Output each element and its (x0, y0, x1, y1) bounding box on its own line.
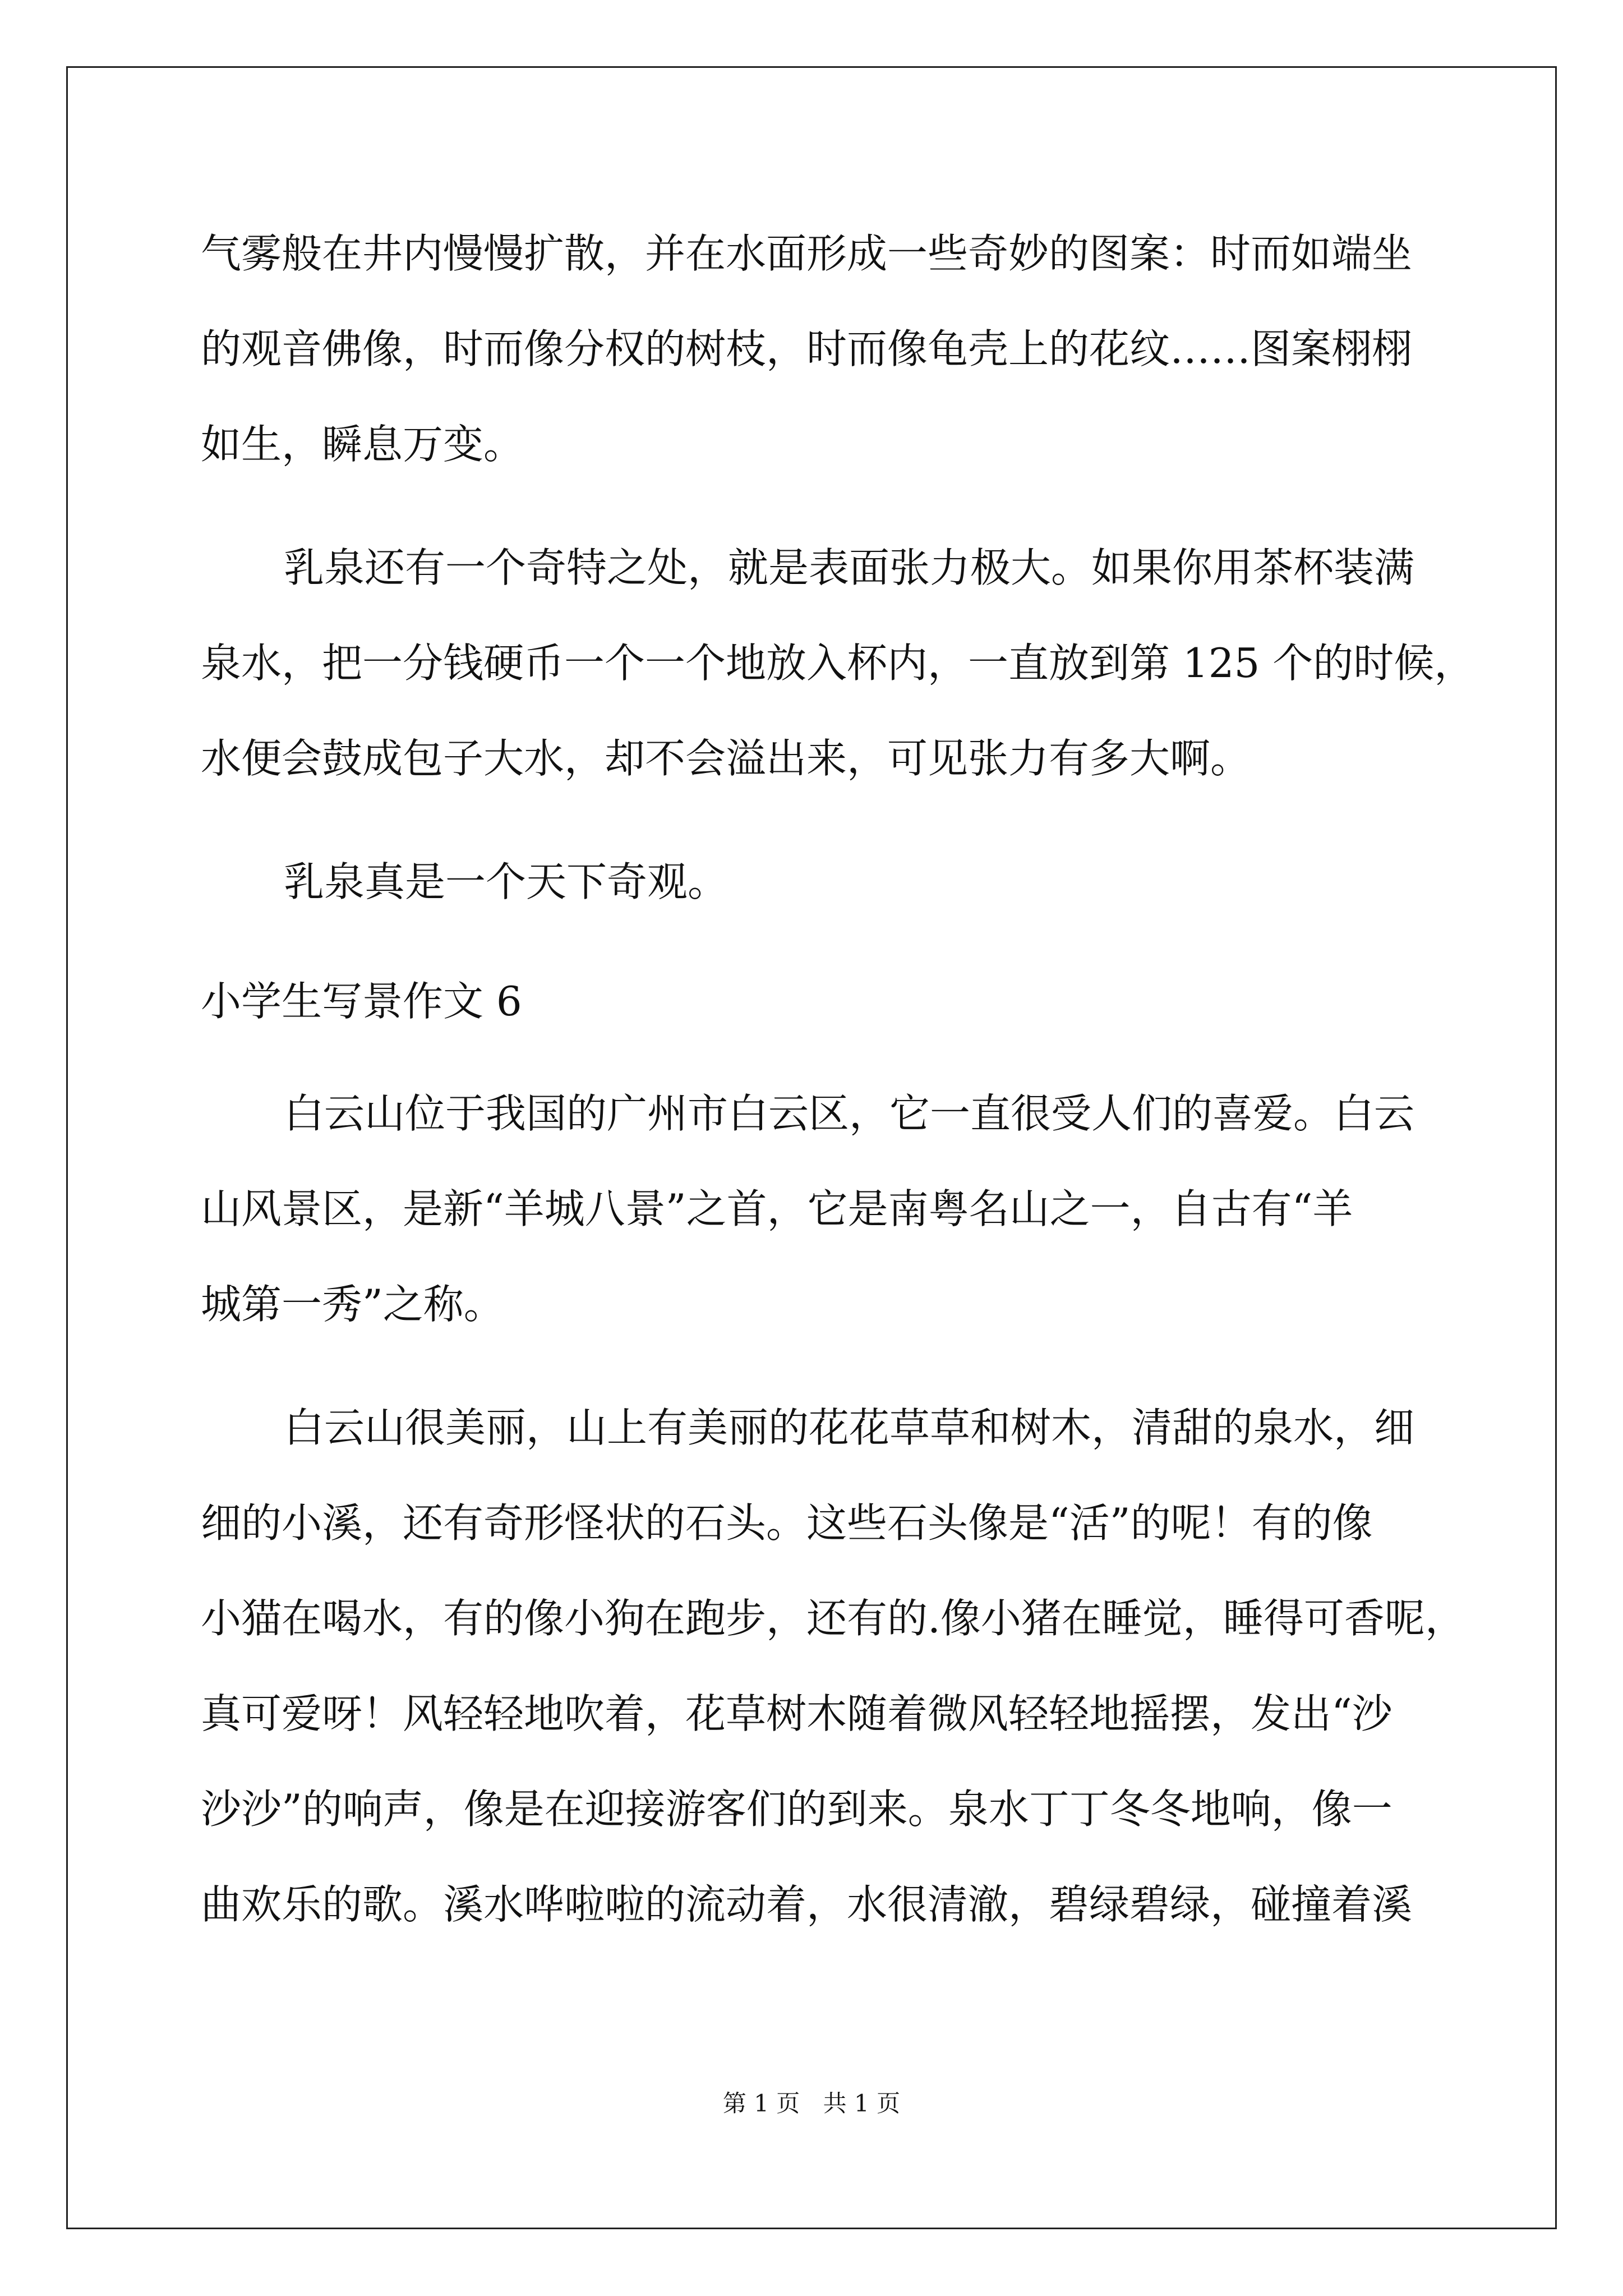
section-heading: 小学生写景作文 6 (201, 978, 522, 1025)
text-line: 沙沙”的响声，像是在迎接游客们的到来。泉水丁丁冬冬地响，像一 (201, 1786, 1393, 1833)
text-line: 乳泉还有一个奇特之处，就是表面张力极大。如果你用茶杯装满 (284, 544, 1415, 591)
text-line: 白云山很美丽，山上有美丽的花花草草和树木，清甜的泉水，细 (284, 1404, 1415, 1451)
text-line: 如生，瞬息万变。 (201, 421, 524, 468)
page-total: 共 1 页 (823, 2090, 901, 2117)
text-line: 城第一秀”之称。 (201, 1281, 504, 1328)
page-number: 第 1 页 (722, 2090, 800, 2117)
text-line: 曲欢乐的歌。溪水哗啦啦的流动着，水很清澈，碧绿碧绿，碰撞着溪 (201, 1881, 1413, 1928)
text-line: 真可爱呀！风轻轻地吹着，花草树木随着微风轻轻地摇摆，发出“沙 (201, 1690, 1393, 1737)
page-footer (0, 2087, 1623, 2120)
text-line: 白云山位于我国的广州市白云区，它一直很受人们的喜爱。白云 (284, 1090, 1415, 1137)
text-line: 山风景区，是新“羊城八景”之首，它是南粤名山之一，自古有“羊 (201, 1185, 1353, 1232)
text-line: 的观音佛像，时而像分权的树枝，时而像龟壳上的花纹……图案栩栩 (201, 325, 1413, 372)
text-line: 水便会鼓成包子大水，却不会溢出来，可见张力有多大啊。 (201, 735, 1251, 782)
text-line: 乳泉真是一个天下奇观。 (284, 858, 728, 905)
text-line: 小猫在喝水，有的像小狗在跑步，还有的.像小猪在睡觉，睡得可香呢， (201, 1595, 1465, 1642)
text-line: 气雾般在井内慢慢扩散，并在水面形成一些奇妙的图案：时而如端坐 (201, 230, 1413, 277)
text-line: 细的小溪，还有奇形怪状的石头。这些石头像是“活”的呢！有的像 (201, 1499, 1373, 1547)
text-line: 泉水，把一分钱硬币一个一个地放入杯内，一直放到第 125 个的时候， (201, 639, 1475, 687)
